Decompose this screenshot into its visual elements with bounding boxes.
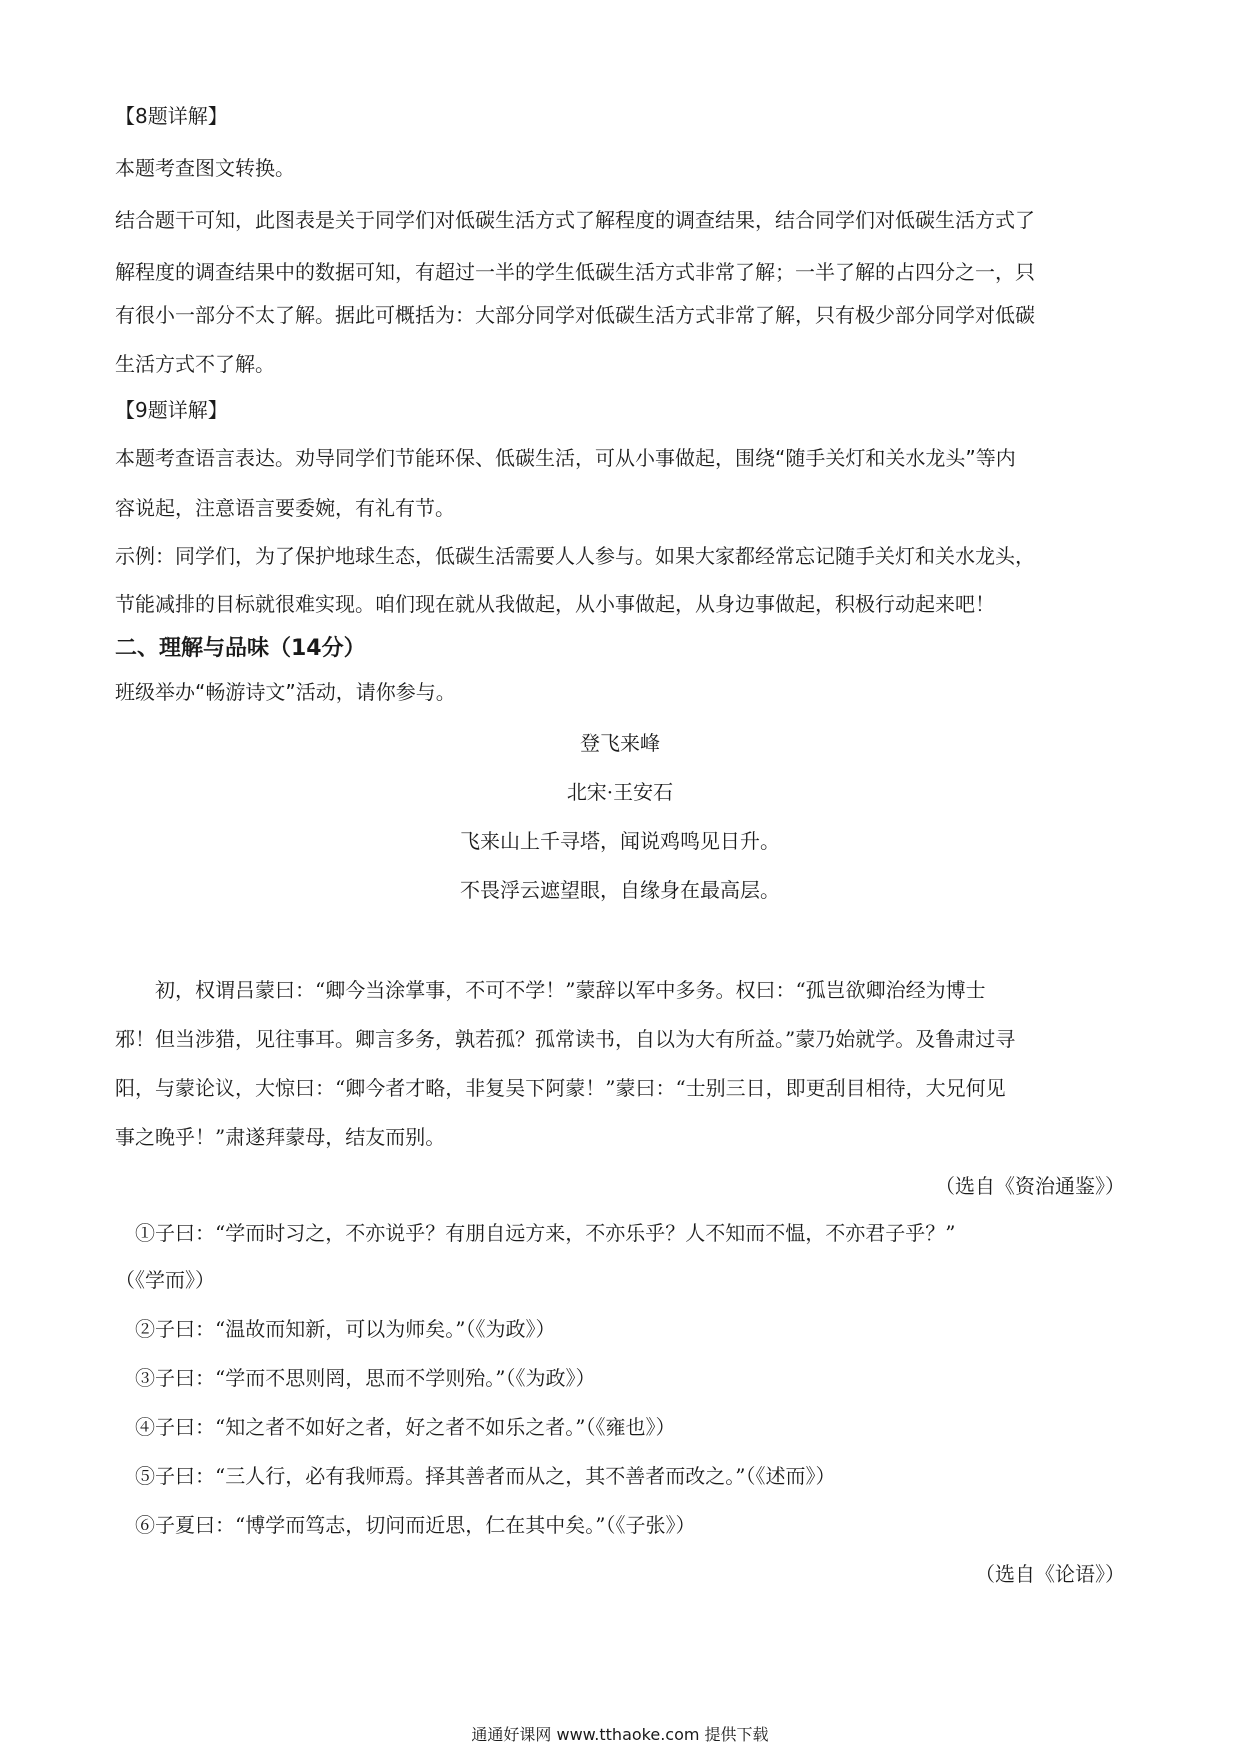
q8-line: 本题考查图文转换。 — [115, 156, 295, 180]
q8-heading: 【8题详解】 — [115, 104, 228, 128]
q8-line: 结合题干可知，此图表是关于同学们对低碳生活方式了解程度的调查结果，结合同学们对低碳生活方式了 — [115, 208, 1035, 232]
poem-title: 登飞来峰 — [580, 731, 660, 755]
q8-line: 生活方式不了解。 — [115, 352, 275, 376]
section-intro: 班级举办“畅游诗文”活动，请你参与。 — [115, 680, 456, 704]
passage-line: 初，权谓吕蒙曰：“卿今当涂掌事，不可不学！”蒙辞以军中多务。权曰：“孤岂欲卿治经为博士 — [115, 978, 986, 1002]
q9-line: 本题考查语言表达。劝导同学们节能环保、低碳生活，可从小事做起，围绕“随手关灯和关水龙头”等内 — [115, 446, 1016, 470]
q9-heading: 【9题详解】 — [115, 398, 228, 422]
poem-author: 北宋·王安石 — [566, 780, 674, 804]
analects-source: （选自《论语》） — [975, 1562, 1125, 1586]
q9-line: 容说起，注意语言要委婉，有礼有节。 — [115, 496, 455, 520]
q8-line: 解程度的调查结果中的数据可知，有超过一半的学生低碳生活方式非常了解；一半了解的占四分之一，只 — [115, 260, 1035, 284]
q9-line: 节能减排的目标就很难实现。咱们现在就从我做起，从小事做起，从身边事做起，积极行动起来吧！ — [115, 592, 995, 616]
passage-line: 邪！但当涉猎，见往事耳。卿言多务，孰若孤？孤常读书，自以为大有所益。”蒙乃始就学。及鲁肃过寻 — [115, 1027, 1016, 1051]
analects-line: ③子曰：“学而不思则罔，思而不学则殆。”（《为政》） — [115, 1366, 596, 1390]
passage-line: 阳，与蒙论议，大惊曰：“卿今者才略，非复吴下阿蒙！”蒙曰：“士别三日，即更刮目相待，大兄何见 — [115, 1076, 1006, 1100]
analects-line: ⑥子夏曰：“博学而笃志，切问而近思，仁在其中矣。”（《子张》） — [115, 1513, 696, 1537]
analects-line: ④子曰：“知之者不如好之者，好之者不如乐之者。”（《雍也》） — [115, 1415, 676, 1439]
footer-watermark: 通通好课网 www.tthaoke.com 提供下载 — [471, 1725, 769, 1744]
passage-line: 事之晚乎！”肃遂拜蒙母，结友而别。 — [115, 1125, 446, 1149]
q8-line: 有很小一部分不太了解。据此可概括为：大部分同学对低碳生活方式非常了解，只有极少部分同学对低碳 — [115, 303, 1035, 327]
passage-source: （选自《资治通鉴》） — [935, 1174, 1125, 1198]
q9-line: 示例：同学们，为了保护地球生态，低碳生活需要人人参与。如果大家都经常忘记随手关灯和关水龙头， — [115, 544, 1035, 568]
analects-line: ②子曰：“温故而知新，可以为师矣。”（《为政》） — [115, 1317, 556, 1341]
analects-line: ⑤子曰：“三人行，必有我师焉。择其善者而从之，其不善者而改之。”（《述而》） — [115, 1464, 836, 1488]
section-title: 二、理解与品味（14分） — [115, 636, 366, 661]
poem-line: 不畏浮云遮望眼，自缘身在最高层。 — [460, 878, 780, 902]
analects-line: （《学而》） — [115, 1268, 215, 1292]
poem-line: 飞来山上千寻塔，闻说鸡鸣见日升。 — [460, 829, 780, 853]
analects-line: ①子曰：“学而时习之，不亦说乎？有朋自远方来，不亦乐乎？人不知而不愠，不亦君子乎？” — [115, 1221, 956, 1245]
